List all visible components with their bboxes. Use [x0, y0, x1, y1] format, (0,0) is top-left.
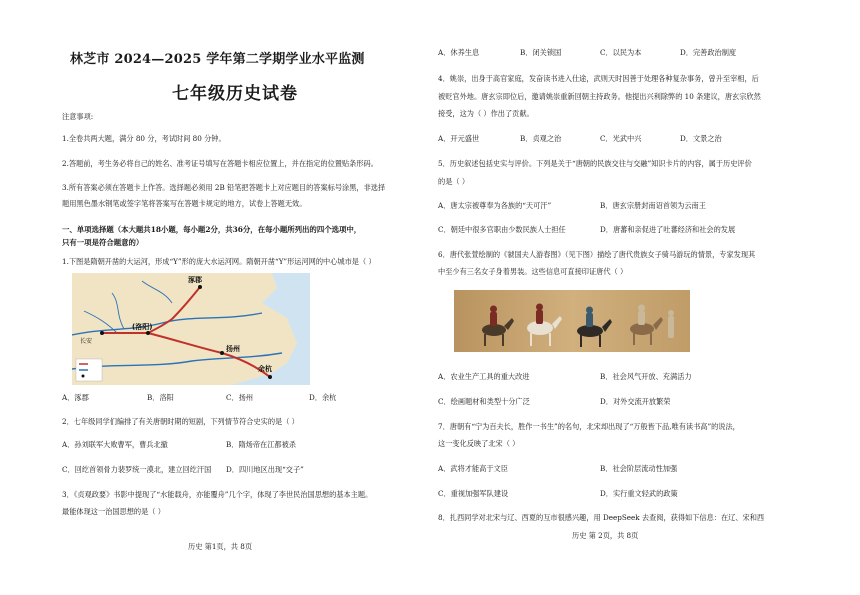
notice-heading: 注意事项: — [62, 112, 94, 121]
q6-option-d: D．对外交流开放繁荣 — [600, 397, 671, 406]
page-footer-1: 历史 第1页，共 8页 — [188, 542, 253, 551]
q7-option-b: B．社会阶层流动性加强 — [600, 464, 678, 473]
luoyang-dot — [146, 331, 150, 335]
q5-option-c: C．朝廷中很多官职由少数民族人士担任 — [438, 225, 566, 234]
q5-option-d: D．唐蕃和亲促进了吐蕃经济和社会的发展 — [600, 225, 736, 234]
question-3-line2: 最能体现这一治国思想的是（ ） — [62, 507, 165, 516]
q4-option-b: B．贞观之治 — [520, 134, 562, 143]
question-7-line2: 这一变化反映了北宋（ ） — [438, 439, 520, 448]
q6-option-b: B．社会风气开放、充满活力 — [600, 372, 692, 381]
notice-3: 3.所有答案必须在答题卡上作答。选择题必须用 2B 铅笔把答题卡上对应题目的答案标号涂黑，非选择 — [62, 183, 386, 192]
painting-image — [454, 290, 690, 352]
q4-option-d: D．文景之治 — [680, 134, 722, 143]
question-7: 7．唐朝有“宁为百夫长，胜作一书生”的名句，北宋却出现了“万般皆下品,唯有读书高”的说法， — [438, 422, 740, 431]
q4-option-a: A．开元盛世 — [438, 134, 480, 143]
q5-option-b: B．唐玄宗册封南诏首领为云南王 — [600, 201, 706, 210]
right-page — [430, 0, 860, 595]
map-label-changan: 长安 — [80, 338, 93, 345]
q3-option-b: B．闭关锁国 — [520, 48, 562, 57]
question-5-line2: 的是（ ） — [438, 177, 470, 186]
yangzhou-dot — [220, 351, 224, 355]
q7-option-c: C．重视加强军队建设 — [438, 489, 509, 498]
q2-option-a: A．孙刘联军大败曹军，曹兵北撤 — [62, 440, 168, 449]
q5-option-a: A．唐太宗被尊奉为各族的“天可汗” — [438, 201, 552, 210]
zhuojun-dot — [198, 285, 202, 289]
changan-dot — [100, 331, 104, 335]
exam-title: 林芝市 2024—2025 学年第二学期学业水平监测 — [70, 52, 365, 67]
q3-option-c: C．以民为本 — [600, 48, 642, 57]
yuhang-dot — [268, 375, 272, 379]
q3-option-d: D．完善政治制度 — [680, 48, 737, 57]
q2-option-c: C．回纥首领骨力裴罗统一漠北，建立回纥汗国 — [62, 465, 212, 474]
canal-map — [72, 273, 310, 385]
page-footer-2: 历史 第 2页，共 8页 — [572, 531, 639, 540]
q3-option-a: A．休养生息 — [438, 48, 480, 57]
q1-option-d: D．余杭 — [309, 393, 337, 402]
notice-2: 2.答题前，考生务必将自己的姓名、准考证号填写在答题卡相应位置上，并在指定的位置贴条形码。 — [62, 159, 378, 168]
q1-option-a: A．涿郡 — [62, 393, 89, 402]
exam-subtitle: 七年级历史试卷 — [172, 84, 298, 104]
q6-option-c: C．绘画题材和类型十分广泛 — [438, 397, 530, 406]
notice-1: 1.全卷共两大题，满分 80 分，考试时间 80 分钟。 — [62, 134, 226, 143]
question-6-line2: 中至少有三名女子身着男装。这些信息可直接印证唐代（ ） — [438, 267, 628, 276]
q1-option-c: C．扬州 — [226, 393, 254, 402]
question-1: 1.下图是隋朝开凿的大运河，形成“Y”形的庞大水运河网。隋朝开凿“Y”形运河网的中心城市是（ ） — [62, 257, 376, 266]
question-4: 4．姚崇，出身于高官家庭，发奋读书进入仕途，武则天时因善于处理各种复杂事务，曾升至宰相，后 — [438, 74, 759, 83]
question-5: 5．历史叙述包括史实与评价。下列是关于“唐朝的民族交往与交融”知识卡片的内容，属于历史评价 — [438, 159, 752, 168]
question-2: 2．七年级同学们编排了有关唐朝时期的短剧，下列情节符合史实的是（ ） — [62, 417, 299, 426]
q4-option-c: C．光武中兴 — [600, 134, 642, 143]
q1-option-b: B．洛阳 — [147, 393, 174, 402]
notice-4: 题用黑色墨水钢笔或签字笔将答案写在答题卡规定的地方，试卷上答题无效。 — [62, 199, 307, 208]
q2-option-b: B．隋炀帝在江都被杀 — [226, 440, 296, 449]
question-3: 3．《贞观政要》书影中提现了“水能载舟，亦能覆舟”几个字，体现了李世民治国思想的基本主题。 — [62, 490, 373, 499]
question-6: 6．唐代张萱绘制的《虢国夫人游春图》（见下图）描绘了唐代贵族女子骑马游玩的情景，专家发现其 — [438, 250, 756, 259]
map-label-yuhang: 余杭 — [258, 365, 272, 373]
map-label-luoyang: (洛阳) — [132, 323, 153, 331]
section-heading-2: 只有一项是符合题意的） — [62, 238, 144, 247]
question-4-line3: 接受，这为（ ）作出了贡献。 — [438, 109, 534, 118]
map-label-zhuojun: 涿郡 — [188, 276, 202, 284]
section-heading: 一、单项选择题（本大题共18小题，每小题2分，共36分，在每小题所列出的四个选项中， — [62, 225, 362, 234]
q2-option-d: D．四川地区出现“交子” — [226, 465, 304, 474]
q6-option-a: A．农业生产工具的重大改进 — [438, 372, 530, 381]
map-label-yangzhou: 扬州 — [226, 345, 240, 353]
q7-option-d: D．实行重文轻武的政策 — [600, 489, 678, 498]
question-4-line2: 被贬官外地。唐玄宗即位后，邀请姚崇重新回朝主持政务。他提出兴利除弊的 10 条建议，唐玄宗欣然 — [438, 92, 761, 101]
q7-option-a: A．武将才能高于文臣 — [438, 464, 508, 473]
question-8: 8．扎西同学对北宋与辽、西夏的互市很感兴趣，用 DeepSeek 去查阅，获得如下信息：在辽、宋和西 — [438, 513, 765, 522]
